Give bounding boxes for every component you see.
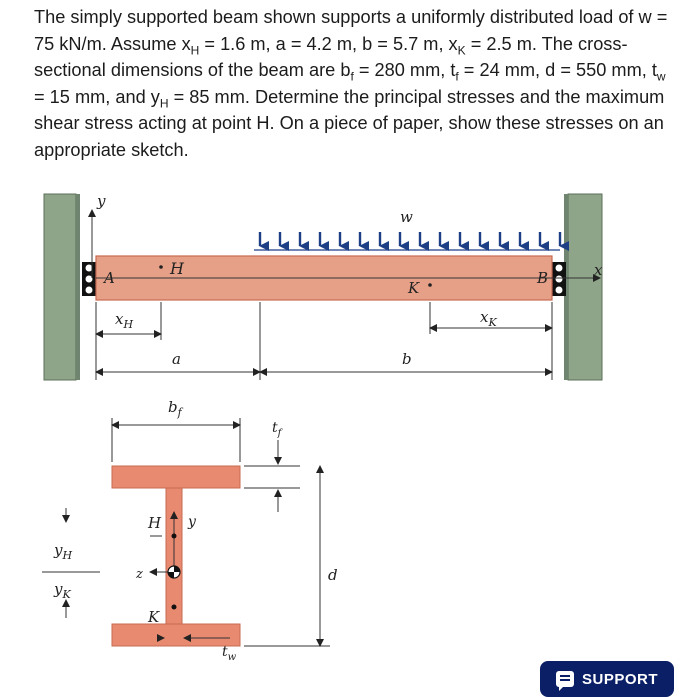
axis-x-label: x — [594, 261, 603, 279]
point-h-marker — [159, 265, 163, 269]
right-wall — [568, 194, 602, 380]
support-a-icon — [82, 262, 96, 296]
point-k-marker — [428, 283, 432, 287]
section-y-label: y — [188, 514, 196, 530]
dim-tw-label: $t_w$ — [222, 644, 237, 663]
axis-y-label: y — [97, 192, 106, 210]
support-button[interactable] — [540, 661, 674, 697]
cross-section — [112, 466, 240, 646]
dim-yk-label: $y_K$ — [54, 580, 71, 601]
support-button-label: SUPPORT — [581, 670, 658, 688]
dim-bf-label: $b_f$ — [168, 398, 182, 419]
label-b: B — [537, 269, 549, 287]
dim-a-label: a — [172, 350, 181, 368]
distributed-load-arrows — [254, 232, 560, 250]
point-k-label: K — [408, 279, 420, 297]
support-b-icon — [552, 262, 566, 296]
point-h-label: H — [170, 259, 184, 278]
left-wall — [44, 194, 76, 380]
label-a: A — [104, 269, 115, 287]
dim-yh-label: $y_H$ — [54, 541, 73, 562]
section-k-label: K — [148, 608, 160, 626]
centroid-icon — [168, 566, 180, 578]
dim-b-label: b — [402, 350, 412, 368]
section-k-marker — [172, 605, 177, 610]
chat-icon — [556, 671, 574, 687]
dim-d-label: d — [328, 566, 338, 584]
problem-statement: The simply supported beam shown supports a uniformly distributed load of w = 75 kN/m. Assume $x_H = 1.6$ m, a = 4.2 m, b = 5.7 m, $x_K = 2.5$ m. The cross-sectional dimensions of the beam are $b_f = 280$ mm, $t_f = 24$ mm, d = 550 mm, $t_w = 15$ mm, and $y_H = 85$ mm. Determine the principal stresses and the maximum shear stress acting at point H. On a piece of paper, show these stresses on an appropriate sketch. — [34, 7, 668, 160]
load-w-label: w — [400, 208, 413, 226]
dim-tf-label: $t_f$ — [272, 420, 282, 439]
section-h-marker — [172, 534, 177, 539]
dim-xh-label: $x_H$ — [115, 310, 134, 331]
section-h-label: H — [148, 514, 162, 532]
section-z-label: z — [136, 567, 143, 582]
dim-xk-label: $x_K$ — [480, 308, 497, 329]
